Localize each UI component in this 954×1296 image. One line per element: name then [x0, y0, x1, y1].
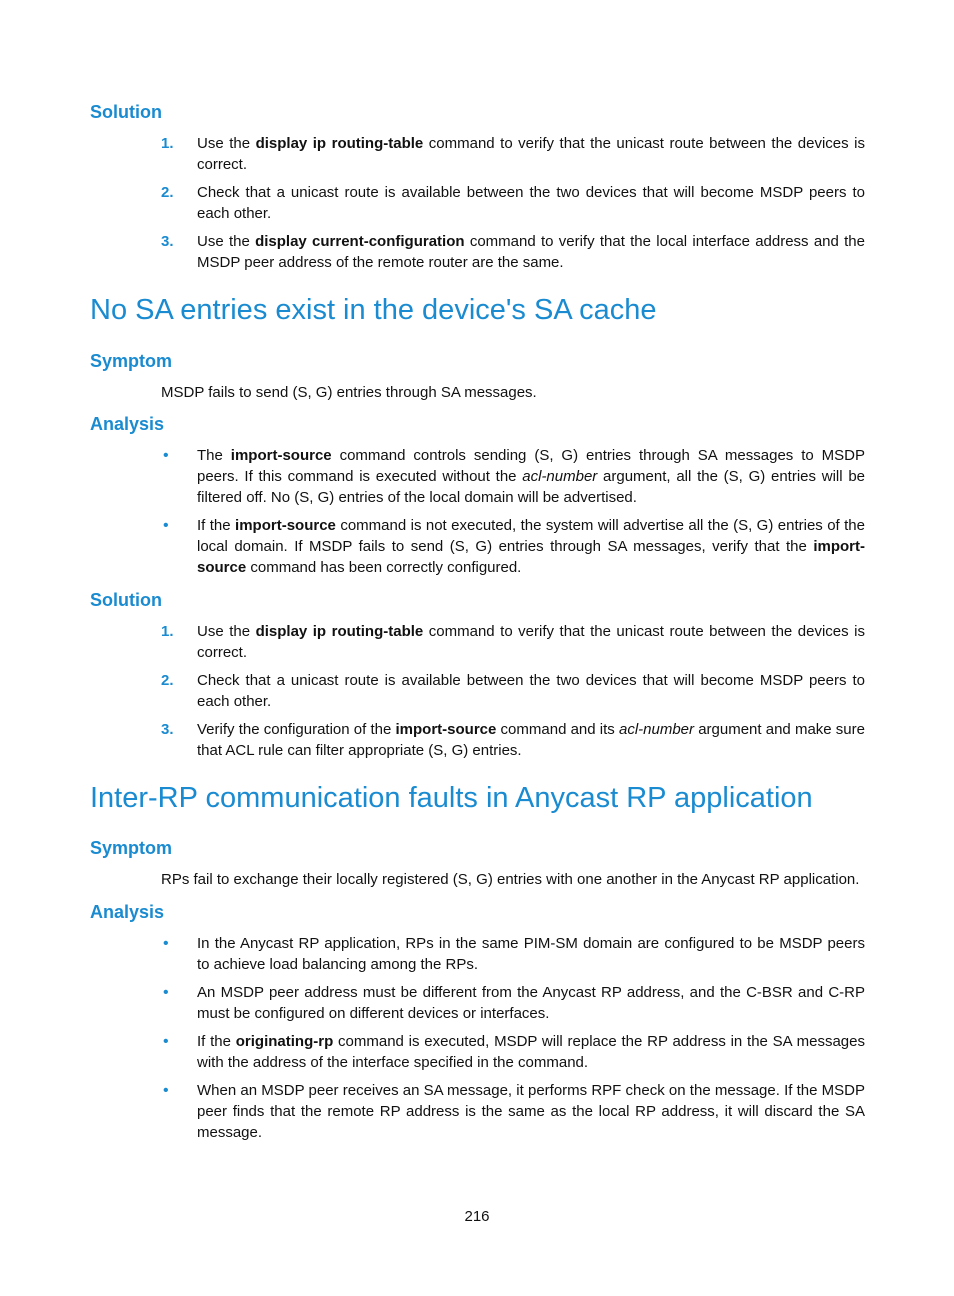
- list-item: [161, 445, 865, 508]
- bullet-text: command is not executed, the system will advertise all the (S, G) entries of the local domain. If MSDP fails to send (S, G) entries through SA messages, verify that the: [197, 517, 865, 555]
- bullet-text: If the: [197, 1033, 236, 1050]
- analysis-heading: Analysis: [90, 902, 165, 922]
- symptom-heading: Symptom: [90, 351, 173, 371]
- section-title: No SA entries exist in the device's SA cache: [90, 294, 657, 326]
- step-text: Check that a unicast route is available between the two devices that will become MSDP peers to each other.: [197, 184, 865, 222]
- bullet-icon: •: [163, 447, 169, 464]
- bullet-text: When an MSDP peer receives an SA message, it performs RPF check on the message. If the MSDP peer finds that the remote RP address is the same as the local RP address, it will discard the SA message.: [197, 1082, 865, 1141]
- list-item: [161, 1031, 865, 1073]
- symptom-text: MSDP fails to send (S, G) entries through SA messages.: [161, 384, 537, 401]
- step-text: command to verify that the unicast route between the devices is correct.: [197, 623, 865, 661]
- bullet-text: If the: [197, 517, 236, 534]
- step-number: 2.: [161, 184, 174, 201]
- list-item: [161, 670, 865, 712]
- step-text: Check that a unicast route is available between the two devices that will become MSDP peers to each other.: [197, 672, 865, 710]
- bullet-text: In the Anycast RP application, RPs in the same PIM-SM domain are configured to be MSDP peers to achieve load balancing among the RPs.: [197, 935, 865, 973]
- solution-steps: [161, 133, 865, 280]
- argument-name: acl-number: [618, 721, 695, 738]
- bullet-icon: •: [163, 935, 169, 952]
- step-number: 3.: [161, 233, 174, 250]
- step-number: 3.: [161, 721, 174, 738]
- bullet-icon: •: [163, 517, 169, 534]
- command-name: import-source: [197, 538, 865, 576]
- bullet-text: command is executed, MSDP will replace the RP address in the SA messages with the address of the interface specified in the command.: [197, 1033, 865, 1071]
- step-text: command to verify that the local interface address and the MSDP peer address of the remote router are the same.: [197, 233, 865, 271]
- step-number: 2.: [161, 672, 174, 689]
- step-text: command and its: [496, 721, 619, 738]
- bullet-text: The: [197, 447, 231, 464]
- solution-steps: [161, 621, 865, 768]
- step-text: Use the: [197, 623, 256, 640]
- symptom-heading: Symptom: [90, 838, 173, 858]
- list-item: [161, 133, 865, 175]
- analysis-bullets: [161, 933, 865, 1150]
- list-item: [161, 621, 865, 663]
- step-text: Use the: [197, 135, 256, 152]
- step-text: Verify the configuration of the: [197, 721, 396, 738]
- bullet-text: command has been correctly configured.: [246, 559, 522, 576]
- page-number: 216: [464, 1208, 490, 1225]
- bullet-text: argument, all the (S, G) entries will be filtered off. No (S, G) entries of the local domain will be advertised.: [197, 468, 866, 506]
- command-name: display ip routing-table: [255, 623, 424, 640]
- step-number: 1.: [161, 623, 174, 640]
- list-item: [161, 982, 865, 1024]
- argument-name: acl-number: [522, 468, 598, 485]
- command-name: import-source: [235, 517, 336, 534]
- command-name: display ip routing-table: [255, 135, 424, 152]
- bullet-text: An MSDP peer address must be different from the Anycast RP address, and the C-BSR and C-RP must be configured on different devices or interfaces.: [197, 984, 865, 1022]
- step-number: 1.: [161, 135, 174, 152]
- command-name: import-source: [230, 447, 332, 464]
- bullet-icon: •: [163, 1082, 169, 1099]
- list-item: [161, 182, 865, 224]
- step-text: argument and make sure that ACL rule can filter appropriate (S, G) entries.: [197, 721, 865, 759]
- bullet-text: command controls sending (S, G) entries through SA messages to MSDP peers. If this command is executed without the: [197, 447, 866, 485]
- analysis-heading: Analysis: [90, 414, 165, 434]
- analysis-bullets: [161, 445, 865, 585]
- list-item: [161, 231, 865, 273]
- solution-heading: Solution: [90, 590, 162, 610]
- bullet-icon: •: [163, 984, 169, 1001]
- command-name: import-source: [395, 721, 497, 738]
- command-name: display current-configuration: [255, 233, 465, 250]
- command-name: originating-rp: [235, 1033, 334, 1050]
- step-text: Use the: [197, 233, 256, 250]
- list-item: [161, 719, 865, 761]
- list-item: [161, 933, 865, 975]
- list-item: [161, 515, 865, 578]
- bullet-icon: •: [163, 1033, 169, 1050]
- solution-heading: Solution: [90, 102, 162, 122]
- section-title: Inter-RP communication faults in Anycast RP application: [90, 782, 813, 814]
- symptom-text: RPs fail to exchange their locally registered (S, G) entries with one another in the Anycast RP application.: [161, 871, 860, 888]
- list-item: [161, 1080, 865, 1143]
- step-text: command to verify that the unicast route between the devices is correct.: [197, 135, 865, 173]
